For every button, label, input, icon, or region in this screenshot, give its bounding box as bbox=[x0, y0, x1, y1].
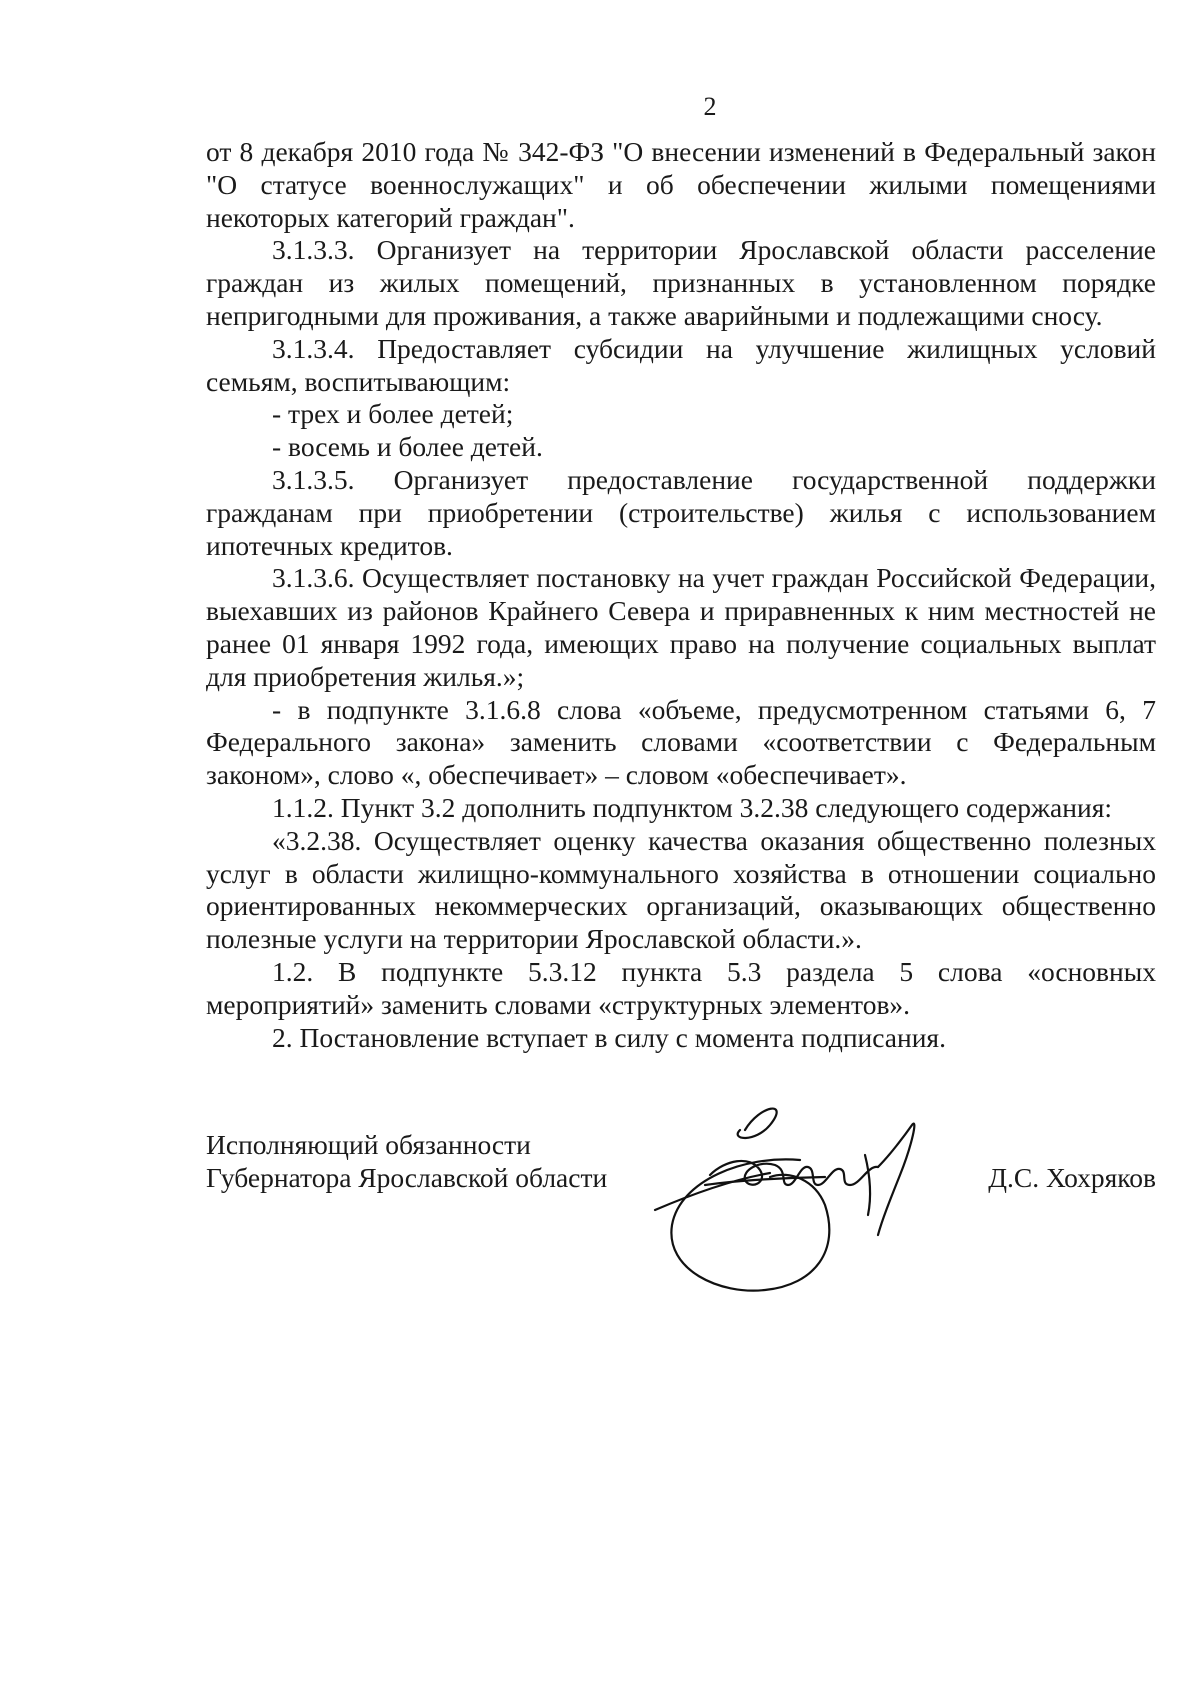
signatory-name: Д.С. Хохряков bbox=[988, 1161, 1156, 1193]
paragraph-12: 2. Постановление вступает в силу с момента подписания. bbox=[272, 1021, 946, 1053]
paragraph-1: от 8 декабря 2010 года № 342-ФЗ "О внесении изменений в Федеральный закон "О статусе военнослужащих" и об обеспечении жилыми помещениями некоторых категорий граждан". bbox=[206, 136, 1156, 233]
page-number: 2 bbox=[703, 92, 717, 121]
handwritten-signature bbox=[650, 1085, 950, 1305]
signatory-position-line-2: Губернатора Ярославской области bbox=[206, 1161, 608, 1193]
paragraph-10: «3.2.38. Осуществляет оценку качества оказания общественно полезных услуг в области жилищно-коммунального хозяйства в отношении социально ориентированных некоммерческих организаций, оказывающих общественно полезные услуги на территории Ярославской области.». bbox=[206, 824, 1156, 955]
paragraph-3: 3.1.3.4. Предоставляет субсидии на улучшение жилищных условий семьям, воспитывающим: bbox=[206, 332, 1156, 397]
paragraph-4: - трех и более детей; bbox=[272, 398, 514, 430]
document-body bbox=[206, 136, 1156, 1054]
paragraph-6: 3.1.3.5. Организует предоставление государственной поддержки гражданам при приобретении (строительстве) жилья с использованием ипотечных кредитов. bbox=[206, 463, 1156, 561]
paragraph-2: 3.1.3.3. Организует на территории Ярославской области расселение граждан из жилых помещений, признанных в установленном порядке непригодными для проживания, а также аварийными и подлежащими сносу. bbox=[206, 234, 1156, 331]
paragraph-11: 1.2. В подпункте 5.3.12 пункта 5.3 раздела 5 слова «основных мероприятий» заменить словами «структурных элементов». bbox=[206, 955, 1156, 1020]
paragraph-7: 3.1.3.6. Осуществляет постановку на учет граждан Российской Федерации, выехавших из районов Крайнего Севера и приравненных к ним местностей не ранее 01 января 1992 года, имеющих право на получение социальных выплат для приобретения жилья.»; bbox=[206, 562, 1156, 692]
paragraph-5: - восемь и более детей. bbox=[272, 431, 543, 463]
signatory-position-line-1: Исполняющий обязанности bbox=[206, 1129, 531, 1160]
paragraph-9: 1.1.2. Пункт 3.2 дополнить подпунктом 3.2.38 следующего содержания: bbox=[272, 791, 1112, 823]
paragraph-8: - в подпункте 3.1.6.8 слова «объеме, предусмотренном статьями 6, 7 Федерального закона» заменить словами «соответствии с Федеральным законом», слово «, обеспечивает» – словом «обеспечивает». bbox=[206, 693, 1156, 791]
